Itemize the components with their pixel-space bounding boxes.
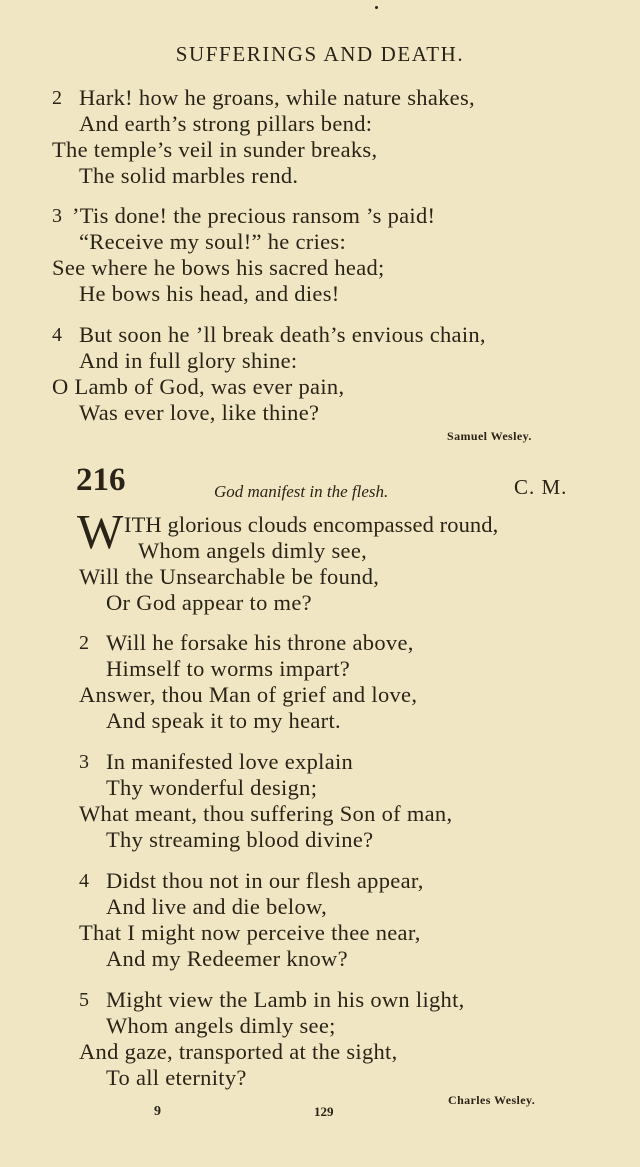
running-header: SUFFERINGS AND DEATH. xyxy=(175,42,465,66)
hymn-subtitle: God manifest in the flesh. xyxy=(214,482,389,501)
verse-line: Hark! how he groans, while nature shakes, xyxy=(79,85,475,110)
stanza-number: 2 xyxy=(52,87,62,109)
verse-line: He bows his head, and dies! xyxy=(79,281,340,306)
verse-line: In manifested love explain xyxy=(106,749,354,774)
verse-line: Might view the Lamb in his own light, xyxy=(106,987,465,1012)
verse-line: Thy streaming blood divine? xyxy=(106,827,374,852)
verse-line: What meant, thou suffering Son of man, xyxy=(79,801,453,826)
verse-line: But soon he ’ll break death’s envious chain, xyxy=(79,322,486,347)
verse-line: The solid marbles rend. xyxy=(79,163,299,188)
hymn-number: 216 xyxy=(76,462,126,498)
stanza-number: 3 xyxy=(79,751,89,773)
hymn-meter: C. M. xyxy=(514,475,568,499)
verse-line: To all eternity? xyxy=(106,1065,247,1090)
verse-line: O Lamb of God, was ever pain, xyxy=(52,374,345,399)
stanza-number: 2 xyxy=(79,632,89,654)
verse-line: That I might now perceive thee near, xyxy=(79,920,421,945)
verse-line: Himself to worms impart? xyxy=(106,656,351,681)
stanza-number: 4 xyxy=(79,870,89,892)
drop-cap: W xyxy=(77,504,124,559)
verse-line: Or God appear to me? xyxy=(106,590,312,615)
signature-mark: 9 xyxy=(154,1104,161,1119)
verse-line: And in full glory shine: xyxy=(79,348,298,373)
verse-line: And live and die below, xyxy=(106,894,328,919)
verse-line: Whom angels dimly see; xyxy=(106,1013,336,1038)
verse-line: And my Redeemer know? xyxy=(106,946,348,971)
verse-line: Will the Unsearchable be found, xyxy=(79,564,380,589)
stanza-number: 3 xyxy=(52,205,62,227)
verse-line: ITH glorious clouds encompassed round, xyxy=(124,512,499,537)
stanza-number: 5 xyxy=(79,989,89,1011)
verse-line: “Receive my soul!” he cries: xyxy=(79,229,347,254)
verse-line: The temple’s veil in sunder breaks, xyxy=(52,137,378,162)
stanza-number: 4 xyxy=(52,324,62,346)
print-speck xyxy=(375,6,378,9)
verse-line: And earth’s strong pillars bend: xyxy=(79,111,373,136)
verse-line: ’Tis done! the precious ransom ’s paid! xyxy=(72,203,436,228)
verse-line: See where he bows his sacred head; xyxy=(52,255,385,280)
hymn-author: Charles Wesley. xyxy=(448,1093,536,1107)
verse-line: Whom angels dimly see, xyxy=(138,538,368,563)
page-number: 129 xyxy=(314,1104,334,1119)
verse-line: Will he forsake his throne above, xyxy=(106,630,414,655)
verse-line: Was ever love, like thine? xyxy=(79,400,320,425)
verse-line: Thy wonderful design; xyxy=(106,775,318,800)
verse-line: Answer, thou Man of grief and love, xyxy=(79,682,418,707)
prev-hymn-author: Samuel Wesley. xyxy=(447,429,532,443)
verse-line: And gaze, transported at the sight, xyxy=(79,1039,398,1064)
verse-line: Didst thou not in our flesh appear, xyxy=(106,868,424,893)
verse-line: And speak it to my heart. xyxy=(106,708,341,733)
